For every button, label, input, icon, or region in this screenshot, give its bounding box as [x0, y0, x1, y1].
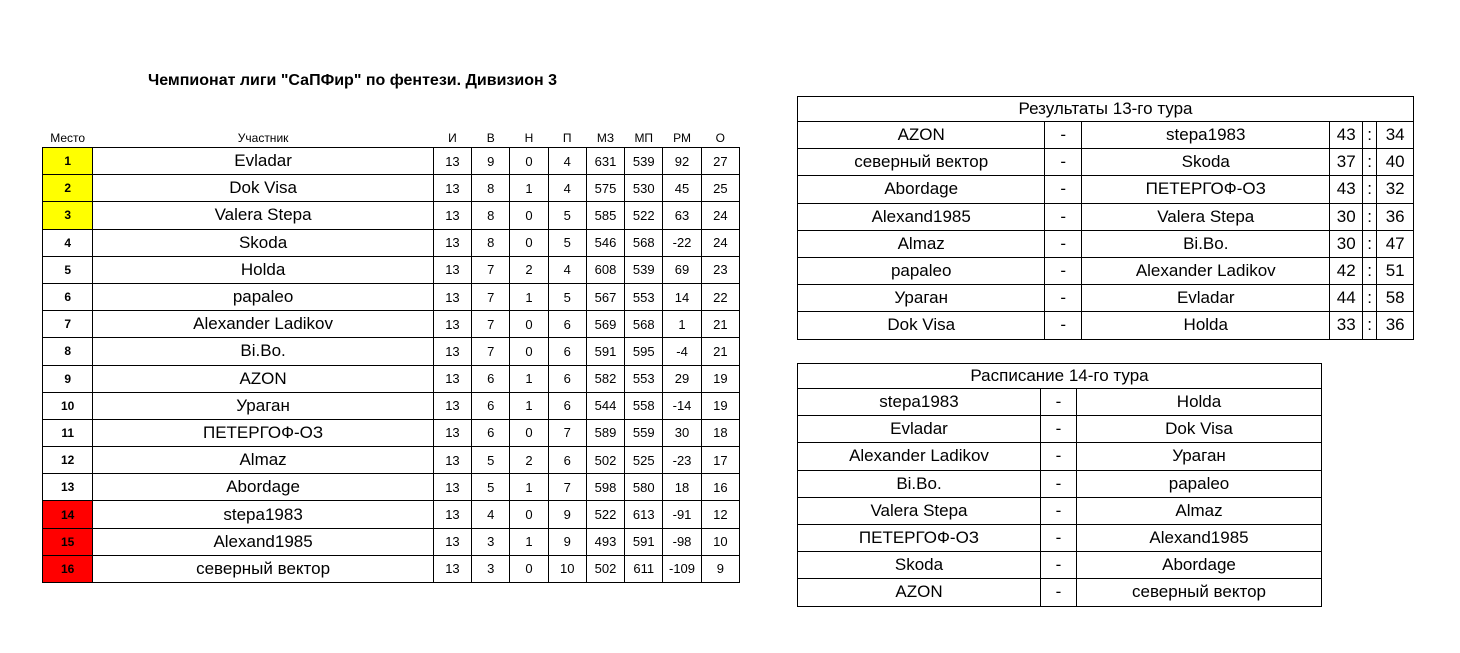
stat-cell-diff: 92 [663, 148, 701, 175]
stat-cell-p: 13 [433, 392, 471, 419]
place-cell: 15 [43, 528, 93, 555]
home-team: Almaz [798, 230, 1045, 257]
stat-cell-pts: 9 [701, 555, 739, 582]
result-row [798, 285, 1414, 312]
stat-cell-l: 5 [548, 283, 586, 310]
stat-cell-d: 0 [510, 229, 548, 256]
stat-cell-p: 13 [433, 256, 471, 283]
colon-separator: : [1363, 285, 1377, 312]
stat-cell-p: 13 [433, 229, 471, 256]
stat-cell-pts: 19 [701, 365, 739, 392]
header-score: О [715, 131, 725, 145]
stat-cell-gf: 598 [586, 474, 624, 501]
stat-cell-l: 5 [548, 202, 586, 229]
away-team: Valera Stepa [1082, 203, 1330, 230]
stat-cell-gf: 546 [586, 229, 624, 256]
dash-separator: - [1045, 176, 1082, 203]
schedule-row [798, 524, 1322, 551]
stat-cell-ga: 568 [625, 311, 663, 338]
stat-cell-gf: 502 [586, 555, 624, 582]
home-team: Ураган [798, 285, 1045, 312]
away-team: Abordage [1077, 552, 1322, 579]
home-team: Alexand1985 [798, 203, 1045, 230]
stat-cell-w: 5 [472, 447, 510, 474]
stat-cell-l: 7 [548, 419, 586, 446]
stat-cell-d: 1 [510, 528, 548, 555]
schedule-row [798, 579, 1322, 606]
stat-cell-diff: -109 [663, 555, 701, 582]
stat-cell-diff: 69 [663, 256, 701, 283]
stat-cell-p: 13 [433, 528, 471, 555]
schedule-table [797, 363, 1322, 607]
home-score: 44 [1330, 285, 1363, 312]
results-table [797, 96, 1414, 340]
stat-cell-gf: 544 [586, 392, 624, 419]
result-row [798, 312, 1414, 339]
stat-cell-l: 9 [548, 501, 586, 528]
stat-cell-p: 13 [433, 338, 471, 365]
stat-cell-l: 6 [548, 365, 586, 392]
stat-cell-p: 13 [433, 474, 471, 501]
stat-cell-p: 13 [433, 202, 471, 229]
participant-cell: Holda [93, 256, 433, 283]
table-row [43, 419, 740, 446]
stat-cell-pts: 24 [701, 229, 739, 256]
colon-separator: : [1363, 257, 1377, 284]
stat-cell-d: 0 [510, 555, 548, 582]
standings-table [42, 121, 740, 583]
stat-cell-w: 6 [472, 365, 510, 392]
stat-cell-ga: 580 [625, 474, 663, 501]
schedule-row [798, 552, 1322, 579]
place-cell: 5 [43, 256, 93, 283]
colon-separator: : [1363, 312, 1377, 339]
home-team: AZON [798, 579, 1041, 606]
result-row [798, 257, 1414, 284]
home-team: Evladar [798, 416, 1041, 443]
place-cell: 2 [43, 175, 93, 202]
stat-cell-ga: 525 [625, 447, 663, 474]
place-cell: 13 [43, 474, 93, 501]
stat-cell-l: 6 [548, 392, 586, 419]
schedule-row [798, 416, 1322, 443]
place-cell: 14 [43, 501, 93, 528]
away-team: Ураган [1077, 443, 1322, 470]
away-team: papaleo [1077, 470, 1322, 497]
stat-cell-d: 0 [510, 148, 548, 175]
stat-cell-pts: 21 [701, 338, 739, 365]
home-team: papaleo [798, 257, 1045, 284]
stat-cell-gf: 582 [586, 365, 624, 392]
place-cell: 4 [43, 229, 93, 256]
colon-separator: : [1363, 122, 1377, 149]
table-row [43, 256, 740, 283]
stat-cell-ga: 539 [625, 148, 663, 175]
place-cell: 9 [43, 365, 93, 392]
away-team: северный вектор [1077, 579, 1322, 606]
table-row [43, 528, 740, 555]
stat-cell-ga: 595 [625, 338, 663, 365]
stat-cell-diff: 1 [663, 311, 701, 338]
stat-cell-w: 3 [472, 528, 510, 555]
away-team: Almaz [1077, 497, 1322, 524]
stat-cell-w: 7 [472, 283, 510, 310]
participant-cell: Bi.Bo. [93, 338, 433, 365]
stat-cell-ga: 591 [625, 528, 663, 555]
away-team: Skoda [1082, 149, 1330, 176]
stat-cell-gf: 591 [586, 338, 624, 365]
place-cell: 6 [43, 283, 93, 310]
stat-cell-p: 13 [433, 501, 471, 528]
page-title: Чемпионат лиги "СаПФир" по фентези. Дивизион 3 [148, 72, 557, 89]
stat-cell-pts: 25 [701, 175, 739, 202]
stat-cell-d: 0 [510, 501, 548, 528]
stat-cell-pts: 23 [701, 256, 739, 283]
colon-separator: : [1363, 230, 1377, 257]
home-team: Alexander Ladikov [798, 443, 1041, 470]
stat-cell-ga: 553 [625, 365, 663, 392]
away-score: 32 [1377, 176, 1414, 203]
home-score: 33 [1330, 312, 1363, 339]
table-row [43, 175, 740, 202]
table-row [43, 311, 740, 338]
stat-cell-p: 13 [433, 365, 471, 392]
place-cell: 1 [43, 148, 93, 175]
participant-cell: ПЕТЕРГОФ-ОЗ [93, 419, 433, 446]
schedule-row [798, 497, 1322, 524]
stat-cell-p: 13 [433, 311, 471, 338]
away-score: 58 [1377, 285, 1414, 312]
stat-cell-ga: 522 [625, 202, 663, 229]
home-team: stepa1983 [798, 389, 1041, 416]
away-team: Holda [1077, 389, 1322, 416]
participant-cell: Valera Stepa [93, 202, 433, 229]
home-score: 30 [1330, 203, 1363, 230]
away-score: 34 [1377, 122, 1414, 149]
stat-cell-diff: -22 [663, 229, 701, 256]
stat-cell-pts: 18 [701, 419, 739, 446]
dash-separator: - [1045, 122, 1082, 149]
place-cell: 8 [43, 338, 93, 365]
colon-separator: : [1363, 203, 1377, 230]
stat-cell-ga: 559 [625, 419, 663, 446]
header-games: И [448, 131, 457, 145]
stat-cell-p: 13 [433, 555, 471, 582]
stat-cell-w: 7 [472, 338, 510, 365]
colon-separator: : [1363, 176, 1377, 203]
header-difference: РМ [673, 131, 691, 145]
result-row [798, 230, 1414, 257]
dash-separator: - [1041, 416, 1077, 443]
home-score: 43 [1330, 176, 1363, 203]
stat-cell-gf: 585 [586, 202, 624, 229]
dash-separator: - [1041, 552, 1077, 579]
stat-cell-w: 8 [472, 202, 510, 229]
participant-cell: Abordage [93, 474, 433, 501]
stat-cell-l: 6 [548, 338, 586, 365]
stat-cell-d: 0 [510, 202, 548, 229]
home-score: 30 [1330, 230, 1363, 257]
stat-cell-d: 1 [510, 474, 548, 501]
stat-cell-d: 1 [510, 392, 548, 419]
header-wins: В [486, 131, 495, 145]
stat-cell-diff: -98 [663, 528, 701, 555]
away-team: Alexander Ladikov [1082, 257, 1330, 284]
table-row [43, 365, 740, 392]
away-team: Bi.Bo. [1082, 230, 1330, 257]
stat-cell-diff: 63 [663, 202, 701, 229]
header-points-against: МП [634, 131, 654, 145]
stat-cell-gf: 575 [586, 175, 624, 202]
schedule-row [798, 470, 1322, 497]
home-team: Skoda [798, 552, 1041, 579]
result-row [798, 122, 1414, 149]
stat-cell-w: 6 [472, 392, 510, 419]
stat-cell-d: 1 [510, 283, 548, 310]
home-team: Abordage [798, 176, 1045, 203]
participant-cell: Ураган [93, 392, 433, 419]
stat-cell-diff: 18 [663, 474, 701, 501]
schedule-title: Расписание 14-го тура [798, 364, 1322, 389]
stat-cell-ga: 553 [625, 283, 663, 310]
place-cell: 3 [43, 202, 93, 229]
header-losses: П [562, 131, 572, 145]
stat-cell-ga: 539 [625, 256, 663, 283]
home-team: Valera Stepa [798, 497, 1041, 524]
participant-cell: papaleo [93, 283, 433, 310]
results-title: Результаты 13-го тура [798, 97, 1414, 122]
schedule-row [798, 443, 1322, 470]
header-points-for: МЗ [596, 131, 615, 145]
stat-cell-gf: 569 [586, 311, 624, 338]
table-row [43, 447, 740, 474]
home-score: 37 [1330, 149, 1363, 176]
stat-cell-pts: 22 [701, 283, 739, 310]
home-team: северный вектор [798, 149, 1045, 176]
table-row [43, 202, 740, 229]
table-row [43, 148, 740, 175]
colon-separator: : [1363, 149, 1377, 176]
home-team: ПЕТЕРГОФ-ОЗ [798, 524, 1041, 551]
away-score: 36 [1377, 312, 1414, 339]
away-team: Holda [1082, 312, 1330, 339]
home-team: Bi.Bo. [798, 470, 1041, 497]
header-place: Место [50, 131, 86, 145]
stat-cell-diff: -91 [663, 501, 701, 528]
stat-cell-pts: 10 [701, 528, 739, 555]
header-participant: Участник [237, 131, 289, 145]
dash-separator: - [1045, 149, 1082, 176]
place-cell: 10 [43, 392, 93, 419]
table-row [43, 229, 740, 256]
dash-separator: - [1041, 470, 1077, 497]
home-score: 43 [1330, 122, 1363, 149]
table-row [43, 474, 740, 501]
stat-cell-gf: 631 [586, 148, 624, 175]
table-row [43, 283, 740, 310]
participant-cell: Alexand1985 [93, 528, 433, 555]
stat-cell-diff: -23 [663, 447, 701, 474]
stat-cell-w: 8 [472, 229, 510, 256]
table-row [43, 338, 740, 365]
stat-cell-d: 0 [510, 311, 548, 338]
home-score: 42 [1330, 257, 1363, 284]
home-team: AZON [798, 122, 1045, 149]
stat-cell-l: 10 [548, 555, 586, 582]
stat-cell-gf: 502 [586, 447, 624, 474]
home-team: Dok Visa [798, 312, 1045, 339]
stat-cell-p: 13 [433, 148, 471, 175]
stat-cell-l: 6 [548, 311, 586, 338]
away-team: Evladar [1082, 285, 1330, 312]
stat-cell-gf: 589 [586, 419, 624, 446]
result-row [798, 176, 1414, 203]
dash-separator: - [1045, 230, 1082, 257]
stat-cell-gf: 522 [586, 501, 624, 528]
participant-cell: stepa1983 [93, 501, 433, 528]
dash-separator: - [1041, 443, 1077, 470]
stat-cell-pts: 12 [701, 501, 739, 528]
dash-separator: - [1045, 203, 1082, 230]
stat-cell-ga: 611 [625, 555, 663, 582]
dash-separator: - [1041, 579, 1077, 606]
participant-cell: Skoda [93, 229, 433, 256]
stat-cell-d: 2 [510, 256, 548, 283]
stat-cell-diff: 45 [663, 175, 701, 202]
away-score: 47 [1377, 230, 1414, 257]
dash-separator: - [1041, 524, 1077, 551]
stat-cell-diff: 29 [663, 365, 701, 392]
stat-cell-diff: 14 [663, 283, 701, 310]
stat-cell-l: 4 [548, 256, 586, 283]
stat-cell-gf: 608 [586, 256, 624, 283]
table-row [43, 392, 740, 419]
stat-cell-d: 2 [510, 447, 548, 474]
result-row [798, 149, 1414, 176]
stat-cell-diff: -4 [663, 338, 701, 365]
place-cell: 12 [43, 447, 93, 474]
place-cell: 11 [43, 419, 93, 446]
participant-cell: Evladar [93, 148, 433, 175]
dash-separator: - [1041, 389, 1077, 416]
away-team: ПЕТЕРГОФ-ОЗ [1082, 176, 1330, 203]
away-score: 51 [1377, 257, 1414, 284]
stat-cell-diff: -14 [663, 392, 701, 419]
stat-cell-gf: 567 [586, 283, 624, 310]
stat-cell-d: 0 [510, 338, 548, 365]
place-cell: 16 [43, 555, 93, 582]
stat-cell-ga: 568 [625, 229, 663, 256]
place-cell: 7 [43, 311, 93, 338]
participant-cell: Alexander Ladikov [93, 311, 433, 338]
stat-cell-p: 13 [433, 419, 471, 446]
stat-cell-pts: 17 [701, 447, 739, 474]
stat-cell-w: 7 [472, 311, 510, 338]
stat-cell-l: 4 [548, 175, 586, 202]
table-row [43, 501, 740, 528]
stat-cell-l: 6 [548, 447, 586, 474]
stat-cell-p: 13 [433, 283, 471, 310]
stat-cell-p: 13 [433, 447, 471, 474]
stat-cell-d: 0 [510, 419, 548, 446]
away-team: Dok Visa [1077, 416, 1322, 443]
stat-cell-pts: 24 [701, 202, 739, 229]
participant-cell: северный вектор [93, 555, 433, 582]
stat-cell-pts: 27 [701, 148, 739, 175]
schedule-row [798, 389, 1322, 416]
stat-cell-w: 8 [472, 175, 510, 202]
dash-separator: - [1045, 257, 1082, 284]
dash-separator: - [1045, 312, 1082, 339]
standings-header-row [43, 121, 740, 148]
stat-cell-w: 3 [472, 555, 510, 582]
dash-separator: - [1041, 497, 1077, 524]
away-score: 40 [1377, 149, 1414, 176]
result-row [798, 203, 1414, 230]
dash-separator: - [1045, 285, 1082, 312]
stat-cell-pts: 21 [701, 311, 739, 338]
stat-cell-p: 13 [433, 175, 471, 202]
away-team: stepa1983 [1082, 122, 1330, 149]
participant-cell: Almaz [93, 447, 433, 474]
stat-cell-l: 9 [548, 528, 586, 555]
stat-cell-diff: 30 [663, 419, 701, 446]
away-score: 36 [1377, 203, 1414, 230]
participant-cell: Dok Visa [93, 175, 433, 202]
stat-cell-l: 5 [548, 229, 586, 256]
stat-cell-w: 6 [472, 419, 510, 446]
participant-cell: AZON [93, 365, 433, 392]
header-draws: Н [524, 131, 534, 145]
stat-cell-gf: 493 [586, 528, 624, 555]
stat-cell-pts: 19 [701, 392, 739, 419]
away-team: Alexand1985 [1077, 524, 1322, 551]
stat-cell-l: 7 [548, 474, 586, 501]
stat-cell-w: 5 [472, 474, 510, 501]
stat-cell-w: 7 [472, 256, 510, 283]
table-row [43, 555, 740, 582]
stat-cell-d: 1 [510, 175, 548, 202]
stat-cell-ga: 613 [625, 501, 663, 528]
stat-cell-pts: 16 [701, 474, 739, 501]
stat-cell-w: 4 [472, 501, 510, 528]
stat-cell-ga: 530 [625, 175, 663, 202]
stat-cell-w: 9 [472, 148, 510, 175]
stat-cell-l: 4 [548, 148, 586, 175]
stat-cell-d: 1 [510, 365, 548, 392]
stat-cell-ga: 558 [625, 392, 663, 419]
